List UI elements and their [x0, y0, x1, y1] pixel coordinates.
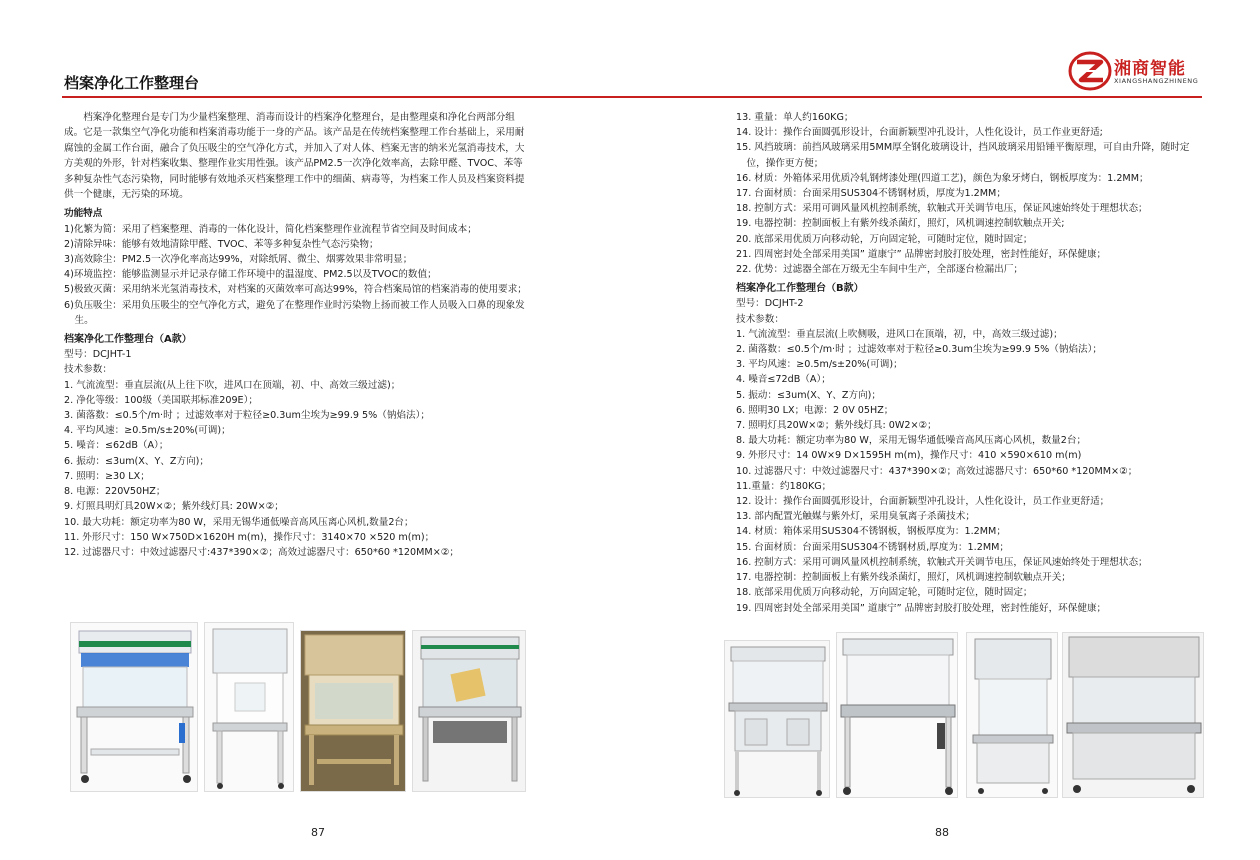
param-item: 2. 菌落数：≤0.5个/m·时 ；过滤效率对于粒径≥0.3um尘埃为≥99.9 5%（钠焰法）；	[736, 344, 1103, 356]
param-item: 22. 优势：过滤器全部在万级无尘车间中生产，全部逐台检漏出厂；	[736, 264, 1023, 276]
model-b-heading: 档案净化工作整理台（B款）	[736, 283, 864, 295]
param-item: 21. 四周密封处全部采用美国” 道康宁” 品牌密封胶打胶处理，密封性能好，环保健康；	[736, 248, 1107, 260]
page-number-right: 88	[935, 826, 949, 839]
param-item: 5. 噪音：≤62dB（A）；	[64, 440, 169, 452]
param-item: 16. 材质：外箱体采用优质冷轧钢烤漆处理(四道工艺)，颜色为象牙烤白，钢板厚度为：1.2MM；	[736, 172, 1149, 184]
feature-item: 4)环境监控：能够监测显示并记录存储工作环境中的温湿度、PM2.5以及TVOC的数值；	[64, 269, 437, 281]
feature-item: 1)化繁为简：采用了档案整理、消毒的一体化设计，简化档案整理作业流程节省空间及时间成本；	[64, 223, 477, 235]
param-item: 17. 台面材质：台面采用SUS304不锈钢材质，厚度为1.2MM；	[736, 188, 1006, 200]
logo-chinese-text: 湘商智能	[1114, 59, 1186, 79]
model-b-params-heading: 技术参数：	[736, 313, 784, 325]
param-item: 15. 台面材质：台面采用SUS304不锈钢材质,厚度为：1.2MM；	[736, 541, 1009, 553]
param-item: 18. 控制方式：采用可调风量风机控制系统，软触式开关调节电压，保证风速始终处于理想状态；	[736, 203, 1148, 215]
page-number-left: 87	[311, 826, 325, 839]
product-photo-b2	[836, 632, 958, 798]
param-item: 1. 气流流型：垂直层流(上吹侧吸，进风口在顶端，初，中，高效三级过滤)；	[736, 328, 1063, 340]
feature-item: 3)高效除尘：PM2.5一次净化率高达99%，对除纸屑、微尘、烟雾效果非常明显；	[64, 254, 413, 266]
feature-item: 2)清除异味：能够有效地清除甲醛、TVOC、苯等多种复杂性气态污染物；	[64, 238, 379, 250]
model-a-type: 型号：DCJHT-1	[64, 349, 132, 361]
product-photo-a1	[70, 622, 198, 792]
right-page-content	[736, 110, 1214, 616]
model-a-heading: 档案净化工作整理台（A款）	[64, 334, 192, 346]
model-b-type: 型号：DCJHT-2	[736, 298, 804, 310]
logo-english-text: XIANGSHANGZHINENG	[1114, 77, 1199, 85]
product-photo-a2	[204, 622, 294, 792]
param-item: 20. 底部采用优质万向移动轮，万向固定轮，可随时定位，随时固定；	[736, 233, 1033, 245]
param-item: 8. 电源：220V50HZ；	[64, 486, 166, 498]
product-photo-b3	[966, 632, 1058, 798]
param-item: 11. 外形尺寸：150 W×750D×1620H m(m)，操作尺寸：3140×70 ×520 m(m)；	[64, 531, 435, 543]
param-item: 15. 风挡玻璃：前挡风玻璃采用5MM厚全钢化玻璃设计，挡风玻璃采用铅锤平衡原理，可自由升降，随时定位，操作更方便；	[736, 142, 1190, 169]
param-item: 12. 设计：操作台面圆弧形设计，台面新颖型冲孔设计，人性化设计，员工作业更舒适；	[736, 496, 1110, 508]
param-item: 2. 净化等级：100级（美国联邦标准209E）；	[64, 394, 258, 406]
param-item: 3. 平均风速：≥0.5m/s±20%(可调)；	[736, 359, 903, 371]
param-item: 14. 材质：箱体采用SUS304不锈钢板，钢板厚度为：1.2MM；	[736, 526, 1006, 538]
features-heading: 功能特点	[64, 208, 103, 220]
feature-item: 6)负压吸尘：采用负压吸尘的空气净化方式，避免了在整理作业时污染物上扬而被工作人员吸入口鼻的现象发生。	[64, 299, 525, 326]
param-item: 9. 外形尺寸：14 0W×9 D×1595H m(m)，操作尺寸：410 ×590×610 m(m)	[736, 450, 1082, 462]
param-item: 6. 振动：≤3um(X、Y、Z方向)；	[64, 455, 210, 467]
param-item: 13. 重量：单人约160KG；	[736, 112, 854, 123]
page-title: 档案净化工作整理台	[64, 74, 200, 92]
brand-logo	[1068, 50, 1208, 92]
feature-item: 5)极致灭菌：采用纳米光氢消毒技术，对档案的灭菌效率可高达99%，符合档案局馆的档案消毒的使用要求；	[64, 284, 527, 296]
param-item: 10. 最大功耗：额定功率为80 W，采用无锡华通低噪音高风压离心风机,数量2台；	[64, 516, 414, 528]
header-divider	[62, 96, 1202, 98]
param-item: 7. 照明灯具20W×②；紫外线灯具: 0W2×②；	[736, 420, 937, 432]
param-item: 6. 照明30 LX；电源：2 0V 05HZ；	[736, 404, 894, 416]
product-photo-b1	[724, 640, 830, 798]
product-photo-a3	[300, 630, 406, 792]
param-item: 18. 底部采用优质万向移动轮，万向固定轮，可随时定位，随时固定；	[736, 587, 1033, 599]
left-page-content	[64, 110, 542, 560]
product-photo-a4	[412, 630, 526, 792]
param-item: 12. 过滤器尺寸：中效过滤器尺寸:437*390×②；高效过滤器尺寸：650*60 *120MM×②；	[64, 546, 459, 558]
product-photo-b4	[1062, 632, 1204, 798]
param-item: 19. 四周密封处全部采用美国” 道康宁” 品牌密封胶打胶处理，密封性能好，环保健康；	[736, 602, 1107, 614]
param-item: 19. 电器控制：控制面板上有紫外线杀菌灯，照灯，风机调速控制软触点开关;	[736, 218, 1065, 230]
param-item: 1. 气流流型：垂直层流(从上往下吹，进风口在顶端，初、中、高效三级过滤)；	[64, 379, 401, 391]
param-item: 9. 灯照具明灯具20W×②；紫外线灯具: 20W×②；	[64, 501, 284, 513]
param-item: 5. 振动：≤3um(X、Y、Z方向)；	[736, 389, 882, 401]
param-item: 7. 照明：≥30 LX；	[64, 470, 150, 482]
param-item: 10. 过滤器尺寸：中效过滤器尺寸：437*390×②；高效过滤器尺寸：650*60 *120MM×②；	[736, 465, 1138, 477]
param-item: 4. 平均风速：≥0.5m/s±20%(可调)；	[64, 425, 231, 437]
param-item: 13. 部内配置光触媒与紫外灯，采用臭氧离子杀菌技术；	[736, 511, 975, 523]
param-item: 4. 噪音≤72dB（A）；	[736, 374, 831, 386]
param-item: 8. 最大功耗：额定功率为80 W，采用无锡华通低噪音高风压离心风机，数量2台；	[736, 435, 1087, 447]
param-item: 16. 控制方式：采用可调风量风机控制系统，软触式开关调节电压，保证风速始终处于理想状态；	[736, 556, 1148, 568]
model-a-params-heading: 技术参数：	[64, 364, 112, 376]
param-item: 11.重量：约180KG；	[736, 480, 832, 492]
logo-mark-icon	[1068, 50, 1112, 92]
param-item: 17. 电器控制：控制面板上有紫外线杀菌灯，照灯，风机调速控制软触点开关；	[736, 572, 1071, 584]
param-item: 3. 菌落数：≤0.5个/m·时 ；过滤效率对于粒径≥0.3um尘埃为≥99.9 5%（钠焰法）；	[64, 410, 431, 422]
param-item: 14. 设计：操作台面圆弧形设计，台面新颖型冲孔设计，人性化设计，员工作业更舒适;	[736, 127, 1103, 139]
intro-paragraph: 档案净化整理台是专门为少量档案整理、消毒而设计的档案净化整理台，是由整理桌和净化台两部分组成。它是一款集空气净化功能和档案消毒功能于一身的产品。该产品是在传统档案整理工作台基础上，采用耐腐蚀的金属工作台面，融合了负压吸尘的空气净化方式，并加入了对人体、档案无害的纳米光氢消毒技术，大方美观的外形，针对档案收集、整理作业实用性强。该产品PM2.5一次净化效率高，去除甲醛、TVOC、苯等多种复杂性气态污染物，同时能够有效地杀灭档案整理工作中的细菌、病毒等，为档案工作人员及档案资料提供一个健康，无污染的环境。	[64, 112, 525, 201]
